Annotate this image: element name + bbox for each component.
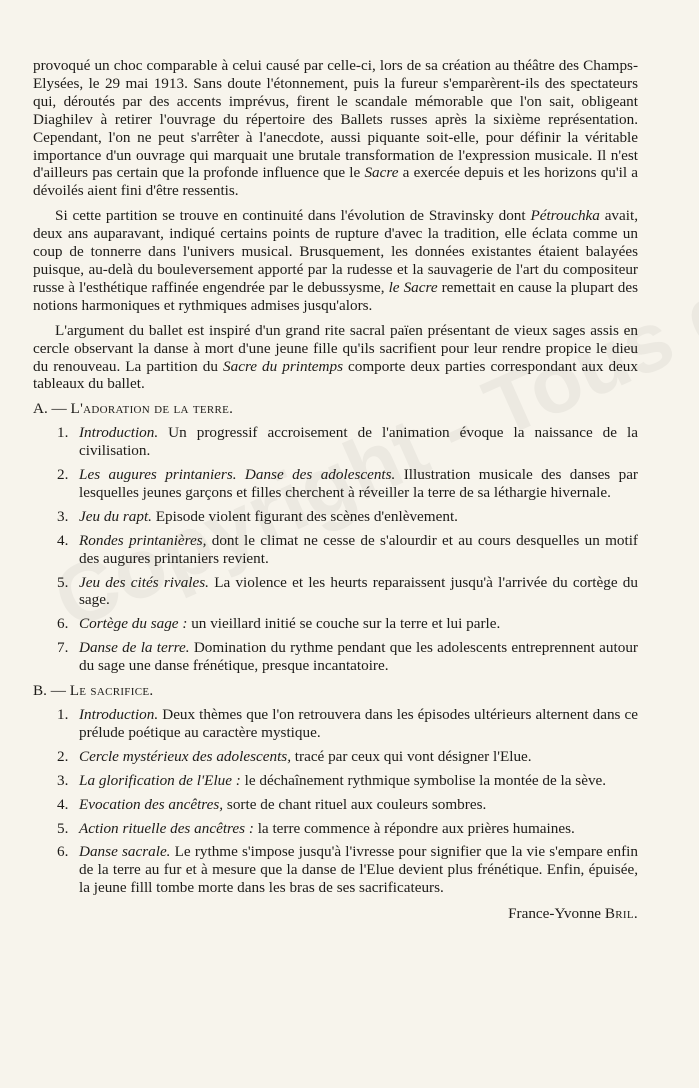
item-text: tracé par ceux qui vont désigner l'Elue.	[291, 747, 532, 765]
section-a-item	[33, 574, 638, 610]
p2-text-c: avait, deux ans auparavant, indiqué certains points de rupture d'avec la tradition, elle éclata comme un coup de tonnerre dans l'univers musical. Brusquement, les données existantes étaient balayées puisque, au-delà du bouleversement apporté par la rudesse et la sauvagerie de l'art du compositeur russe à l'esthétique raffinée engendrée par le debussysme,	[33, 207, 639, 296]
item-title: Danse sacrale.	[79, 843, 171, 861]
p2-text-a: Si cette partition se trouve en continuité dans l'évolution de Stravinsky dont	[55, 207, 531, 225]
item-text: Domination du rythme pendant que les adolescents entreprennent autour du sage une danse frénétique, presque incantatoire.	[79, 639, 638, 675]
item-text: La violence et les heurts reparaissent jusqu'à l'arrivée du cortège du sage.	[79, 573, 638, 609]
section-b-item	[33, 772, 638, 790]
author-first-name: France-Yvonne	[508, 905, 605, 923]
item-title: Introduction.	[79, 706, 159, 723]
section-a-item	[33, 508, 638, 526]
section-b-heading	[33, 682, 638, 700]
section-a-heading	[33, 400, 638, 418]
section-b-item	[33, 796, 638, 814]
item-number: 5.	[57, 819, 69, 837]
section-a-title: L'adoration de la terre.	[70, 400, 234, 418]
item-text: Le rythme s'impose jusqu'à l'ivresse pour signifier que la vie s'empare enfin de la terre au fur et à mesure que la danse de l'Elue devient plus frénétique. Enfin, épuisée, la jeune filll tombe morte dans les bras de ses sacrificateurs.	[79, 843, 638, 897]
item-number: 2.	[57, 466, 69, 484]
p2-italic-b: Pétrouchka	[530, 207, 600, 225]
item-title: Evocation des ancêtres,	[79, 795, 224, 813]
item-title: Les augures printaniers. Danse des adolescents.	[79, 466, 396, 484]
section-b-item	[33, 843, 638, 897]
p3-italic-b: Sacre du printemps	[223, 357, 344, 375]
item-number: 6.	[57, 843, 69, 861]
item-number: 7.	[57, 639, 69, 657]
paragraph-1-italic: Sacre	[364, 164, 399, 182]
item-title: Cercle mystérieux des adolescents,	[79, 747, 291, 765]
item-title: Rondes printanières,	[79, 531, 207, 549]
item-text: le déchaînement rythmique symbolise la montée de la sève.	[240, 771, 607, 789]
item-number: 4.	[57, 795, 69, 813]
paragraph-1	[33, 57, 638, 200]
p3-text-a: L'argument du ballet est inspiré d'un grand rite sacral païen présentant de vieux sages assis en cercle observant la danse à mort d'une jeune fille qu'ils sacrifient pour leur rendre propice le dieu du renouveau. La partition du	[33, 321, 638, 375]
section-a-item	[33, 639, 638, 675]
section-a-item	[33, 532, 638, 568]
item-title: Jeu des cités rivales.	[79, 573, 209, 591]
item-title: Introduction.	[79, 424, 159, 442]
item-number: 3.	[57, 507, 69, 525]
section-a-item	[33, 424, 638, 460]
item-number: 2.	[57, 747, 69, 765]
section-b-item	[33, 748, 638, 766]
section-a-label: A. —	[33, 400, 71, 418]
section-b-title: Le sacrifice.	[69, 682, 154, 700]
item-number: 5.	[57, 573, 69, 591]
item-text: sorte de chant rituel aux couleurs sombres.	[223, 795, 487, 813]
item-title: Cortège du sage :	[79, 615, 188, 633]
item-title: Danse de la terre.	[79, 639, 190, 657]
paragraph-1-end: a exercée depuis et les horizons qu'il a dévoilés aient fini d'être ressentis.	[33, 164, 638, 200]
section-a-item	[33, 466, 638, 502]
item-text: Deux thèmes que l'on retrouvera dans les épisodes ultérieurs alternent dans ce prélude poétique au caractère mystique.	[79, 706, 638, 741]
section-a-list	[33, 424, 638, 675]
item-text: Illustration musicale des danses par lesquelles jeunes garçons et filles cherchent à réveiller la terre de sa léthargie hivernale.	[79, 466, 638, 501]
section-b-label: B. —	[33, 682, 70, 700]
item-title: La glorification de l'Elue :	[79, 771, 241, 789]
paragraph-2	[33, 207, 638, 314]
paragraph-3	[33, 322, 638, 394]
p2-italic-d: le Sacre	[388, 278, 438, 296]
item-number: 1.	[57, 706, 69, 723]
item-number: 6.	[57, 615, 69, 633]
author-signature	[33, 905, 638, 923]
section-b-item	[33, 706, 638, 742]
item-title: Action rituelle des ancêtres :	[79, 819, 254, 837]
item-number: 1.	[57, 424, 69, 442]
paragraph-1-text: provoqué un choc comparable à celui causé par celle-ci, lors de sa création au théâtre des Champs-Elysées, le 29 mai 1913. Sans doute l'étonnement, puis la fureur s'emparèrent-ils des spectateurs qui, déroutés par des accents imprévus, firent le scandale mémorable que l'on sait, obligeant Diaghilev à retirer l'ouvrage du répertoire des Ballets russes après la sixième représentation. Cependant, l'on ne peut s'arrêter à l'anecdote, aussi piquante soit-elle, pour définir la véritable importance d'un ouvrage qui marquait une brutale transformation de l'expression musicale. Il n'est d'ailleurs pas certain que la profonde influence que le	[33, 57, 638, 182]
section-b-item	[33, 820, 638, 838]
p2-text-e: remettait en cause la plupart des notions harmoniques et rythmiques admises jusqu'alors.	[33, 278, 639, 314]
section-b-list	[33, 706, 638, 897]
item-text: dont le climat ne cesse de s'alourdir et au cours desquelles un motif des augures printaniers revient.	[79, 531, 638, 567]
item-text: un vieillard initié se couche sur la terre et lui parle.	[187, 615, 501, 633]
item-text: la terre commence à répondre aux prières humaines.	[253, 819, 575, 837]
item-text: Un progressif accroisement de l'animation évoque la naissance de la civilisation.	[79, 424, 638, 460]
item-number: 3.	[57, 771, 69, 789]
section-a-item	[33, 615, 638, 633]
item-text: Episode violent figurant des scènes d'enlèvement.	[151, 507, 458, 525]
item-title: Jeu du rapt.	[79, 507, 152, 525]
article-page	[33, 57, 638, 923]
p3-text-c: comporte deux parties correspondant aux deux tableaux du ballet.	[33, 357, 638, 393]
author-last-name: Bril.	[604, 905, 638, 923]
item-number: 4.	[57, 531, 69, 549]
